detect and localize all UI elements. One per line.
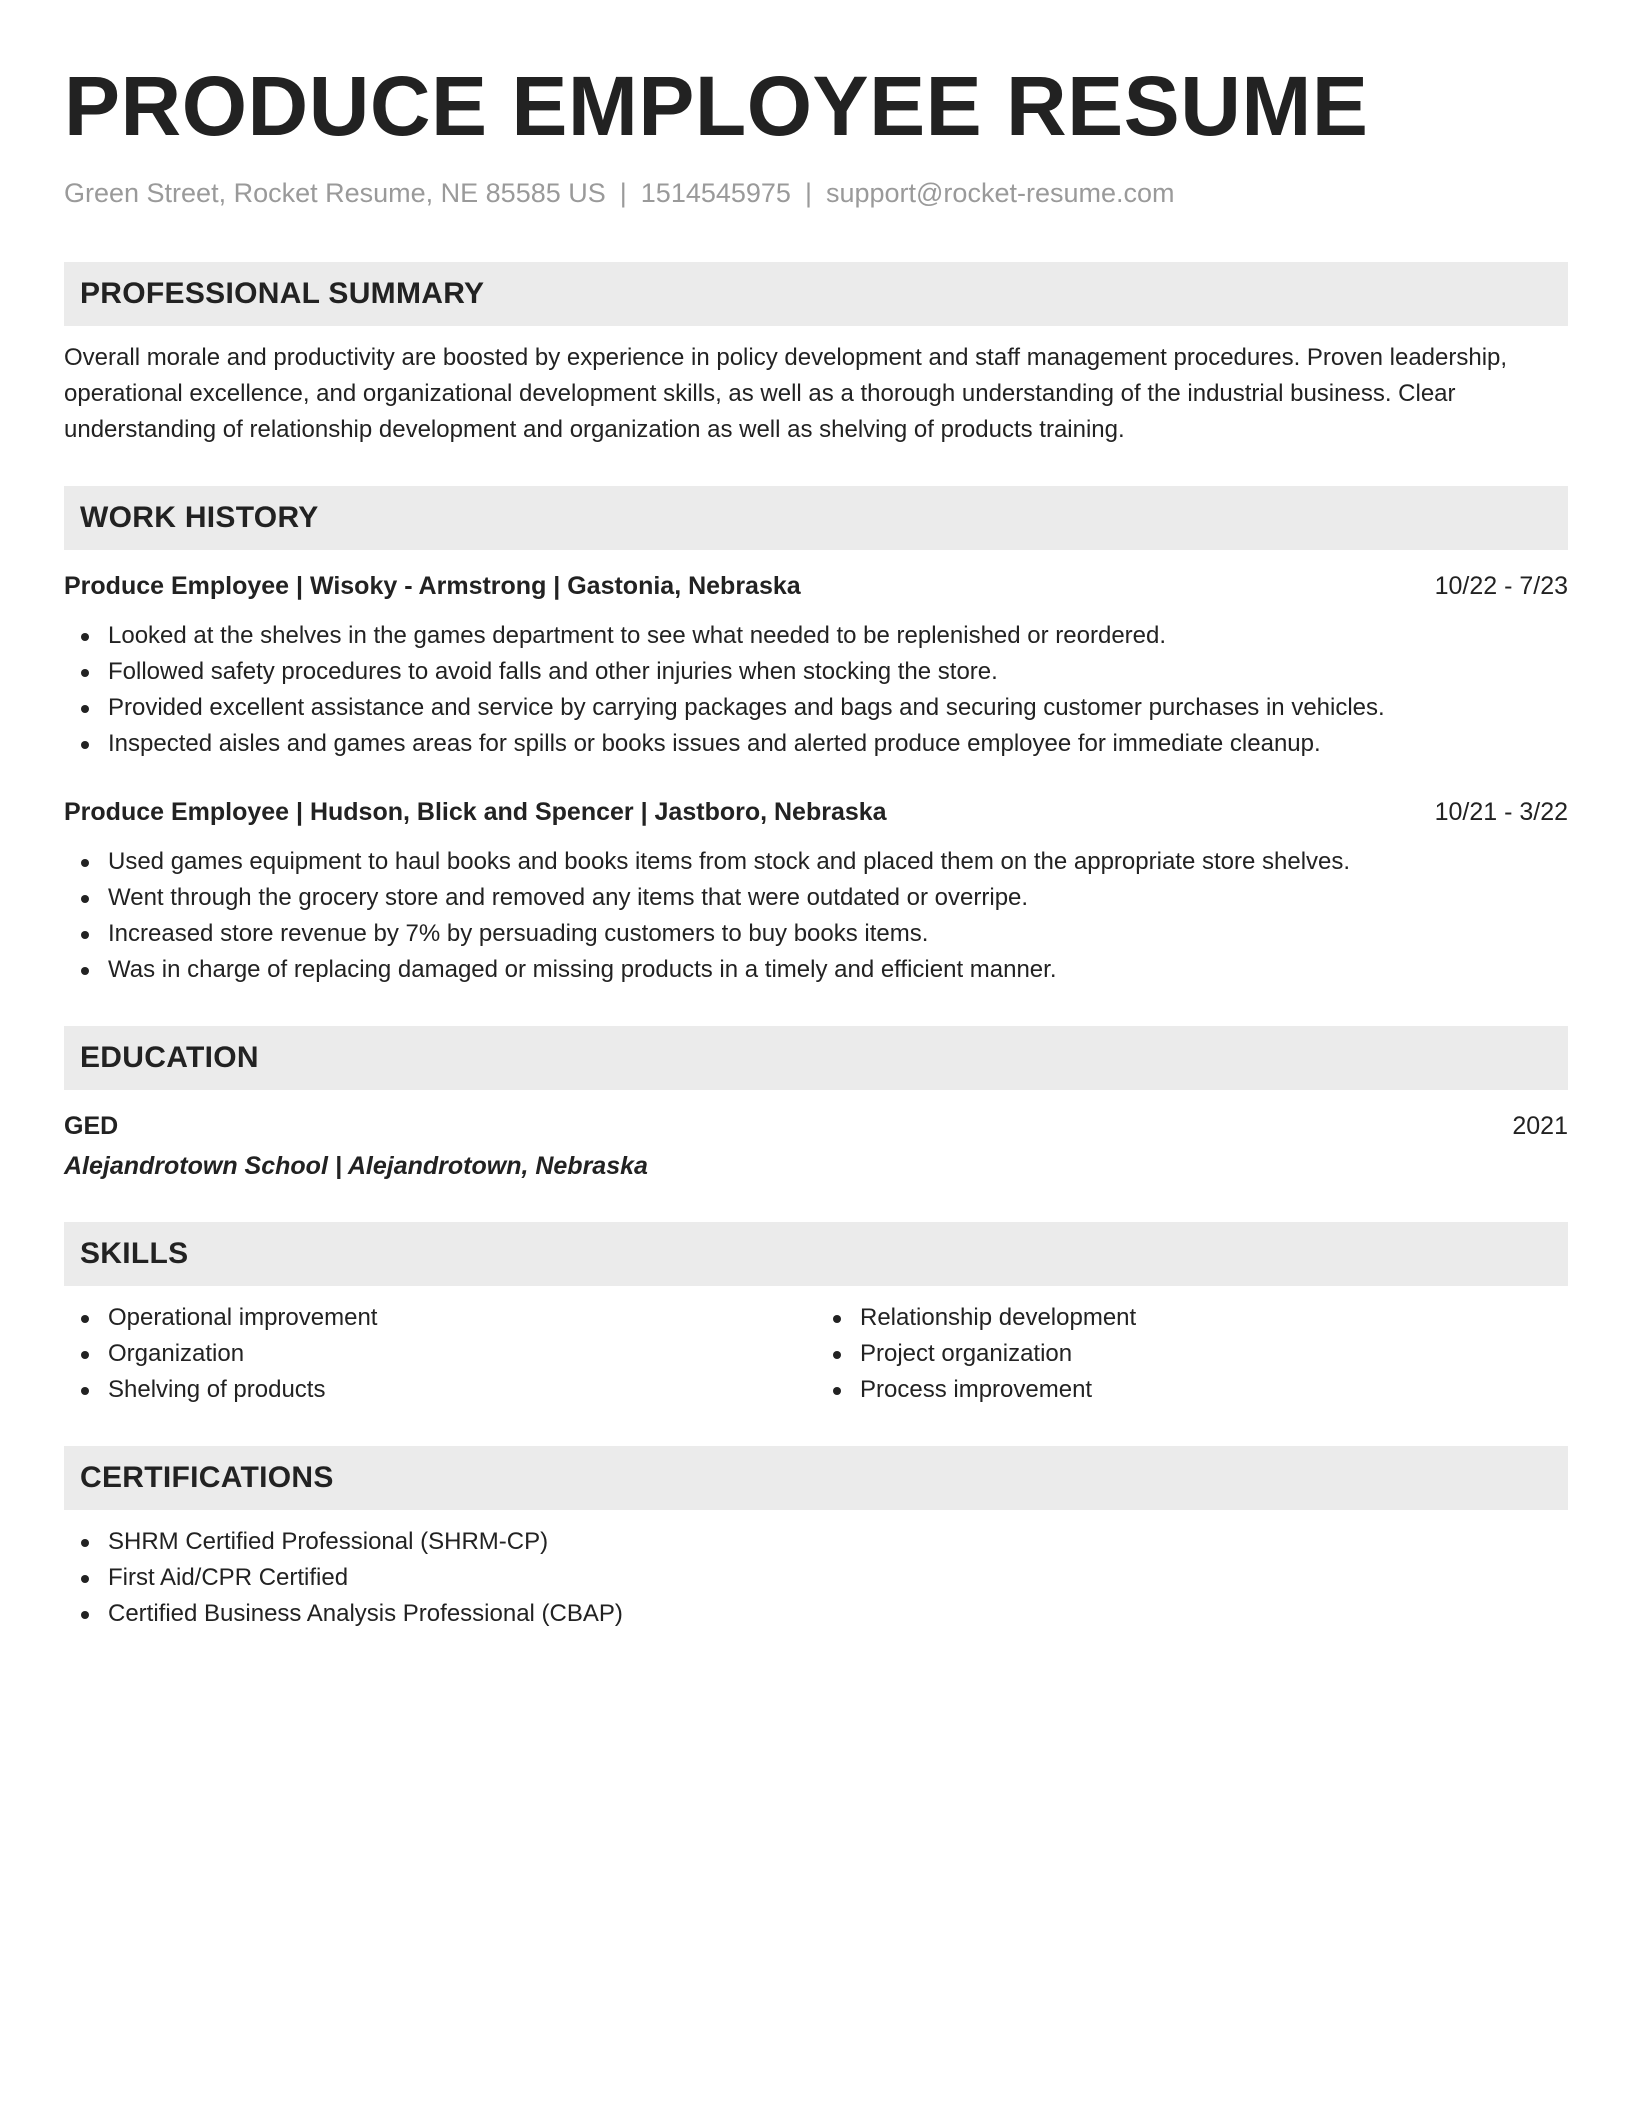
list-item [64,844,1568,880]
list-item [64,654,1568,690]
bullet-icon [833,1315,841,1323]
education-year: 2021 [1512,1112,1568,1140]
bullet-icon [81,1611,89,1619]
bullet-text: Looked at the shelves in the games department to see what needed to be replenished or reordered. [108,622,1167,649]
list-item [64,1560,1568,1596]
bullet-icon [81,669,89,677]
skill-text: Shelving of products [108,1376,326,1403]
skills-column-left [64,1300,816,1408]
contact-line [64,176,1568,210]
contact-phone: 1514545975 [640,178,791,208]
bullet-text: Provided excellent assistance and service by carrying packages and bags and securing customer purchases in vehicles. [108,694,1385,721]
list-item [64,880,1568,916]
summary-text: Overall morale and productivity are boosted by experience in policy development and staff management procedures. Proven leadership, operational excellence, and organizational development skills, as well as a thorough understanding of the industrial business. Clear understanding of relationship development and organization as well as shelving of products training. [64,344,1508,443]
job-dates: 10/21 - 3/22 [1434,798,1568,826]
skill-text: Process improvement [860,1376,1093,1403]
bullet-text: Used games equipment to haul books and books items from stock and placed them on the appropriate store shelves. [108,848,1351,875]
education-header [64,1108,1568,1144]
bullet-icon [81,931,89,939]
section-heading-summary: PROFESSIONAL SUMMARY [64,262,1568,326]
bullet-text: Increased store revenue by 7% by persuading customers to buy books items. [108,920,929,947]
list-item [64,916,1568,952]
section-heading-skills: SKILLS [64,1222,1568,1286]
list-item [64,1596,1568,1632]
list-item [816,1372,1568,1408]
bullet-icon [81,895,89,903]
list-item [816,1300,1568,1336]
education-school: Alejandrotown School | Alejandrotown, Nebraska [64,1152,648,1180]
job-header [64,794,1568,830]
certification-text: Certified Business Analysis Professional (CBAP) [108,1600,623,1627]
section-heading-certifications: CERTIFICATIONS [64,1446,1568,1510]
job-header [64,568,1568,604]
bullet-icon [81,741,89,749]
skills-column-right [816,1300,1568,1408]
bullet-icon [81,859,89,867]
skills-grid [64,1300,1568,1408]
list-item [64,1372,816,1408]
list-item [64,952,1568,988]
bullet-icon [81,1575,89,1583]
education-entry [64,1108,1568,1184]
list-item [64,690,1568,726]
bullet-icon [81,1351,89,1359]
contact-address: Green Street, Rocket Resume, NE 85585 US [64,178,606,208]
bullet-icon [833,1351,841,1359]
certification-text: SHRM Certified Professional (SHRM-CP) [108,1528,549,1555]
education-degree: GED [64,1112,119,1140]
certification-text: First Aid/CPR Certified [108,1564,349,1591]
skills-list [64,1300,816,1408]
skills-list [816,1300,1568,1408]
certifications-list [64,1524,1568,1632]
job-bullets [64,618,1568,762]
bullet-text: Was in charge of replacing damaged or missing products in a timely and efficient manner. [108,956,1057,983]
list-item [64,1300,816,1336]
job-title: Produce Employee | Hudson, Blick and Spencer | Jastboro, Nebraska [64,798,887,826]
bullet-icon [81,967,89,975]
job-entry [64,568,1568,762]
job-title: Produce Employee | Wisoky - Armstrong | Gastonia, Nebraska [64,572,801,600]
contact-separator: | [619,178,627,208]
skill-text: Project organization [860,1340,1073,1367]
skill-text: Organization [108,1340,245,1367]
section-heading-work-history: WORK HISTORY [64,486,1568,550]
job-entry [64,794,1568,988]
bullet-text: Went through the grocery store and removed any items that were outdated or overripe. [108,884,1029,911]
skill-text: Operational improvement [108,1304,378,1331]
bullet-text: Inspected aisles and games areas for spills or books issues and alerted produce employee for immediate cleanup. [108,730,1321,757]
job-bullets [64,844,1568,988]
bullet-text: Followed safety procedures to avoid falls and other injuries when stocking the store. [108,658,998,685]
list-item [64,1336,816,1372]
bullet-icon [81,1387,89,1395]
list-item [816,1336,1568,1372]
bullet-icon [833,1387,841,1395]
list-item [64,618,1568,654]
bullet-icon [81,1315,89,1323]
bullet-icon [81,705,89,713]
contact-separator: | [804,178,812,208]
bullet-icon [81,1539,89,1547]
skill-text: Relationship development [860,1304,1137,1331]
contact-email: support@rocket-resume.com [825,178,1175,208]
list-item [64,1524,1568,1560]
certifications-section [64,1524,1568,1632]
bullet-icon [81,633,89,641]
section-heading-education: EDUCATION [64,1026,1568,1090]
resume-title: PRODUCE EMPLOYEE RESUME [64,59,1369,153]
list-item [64,726,1568,762]
job-dates: 10/22 - 7/23 [1434,572,1568,600]
